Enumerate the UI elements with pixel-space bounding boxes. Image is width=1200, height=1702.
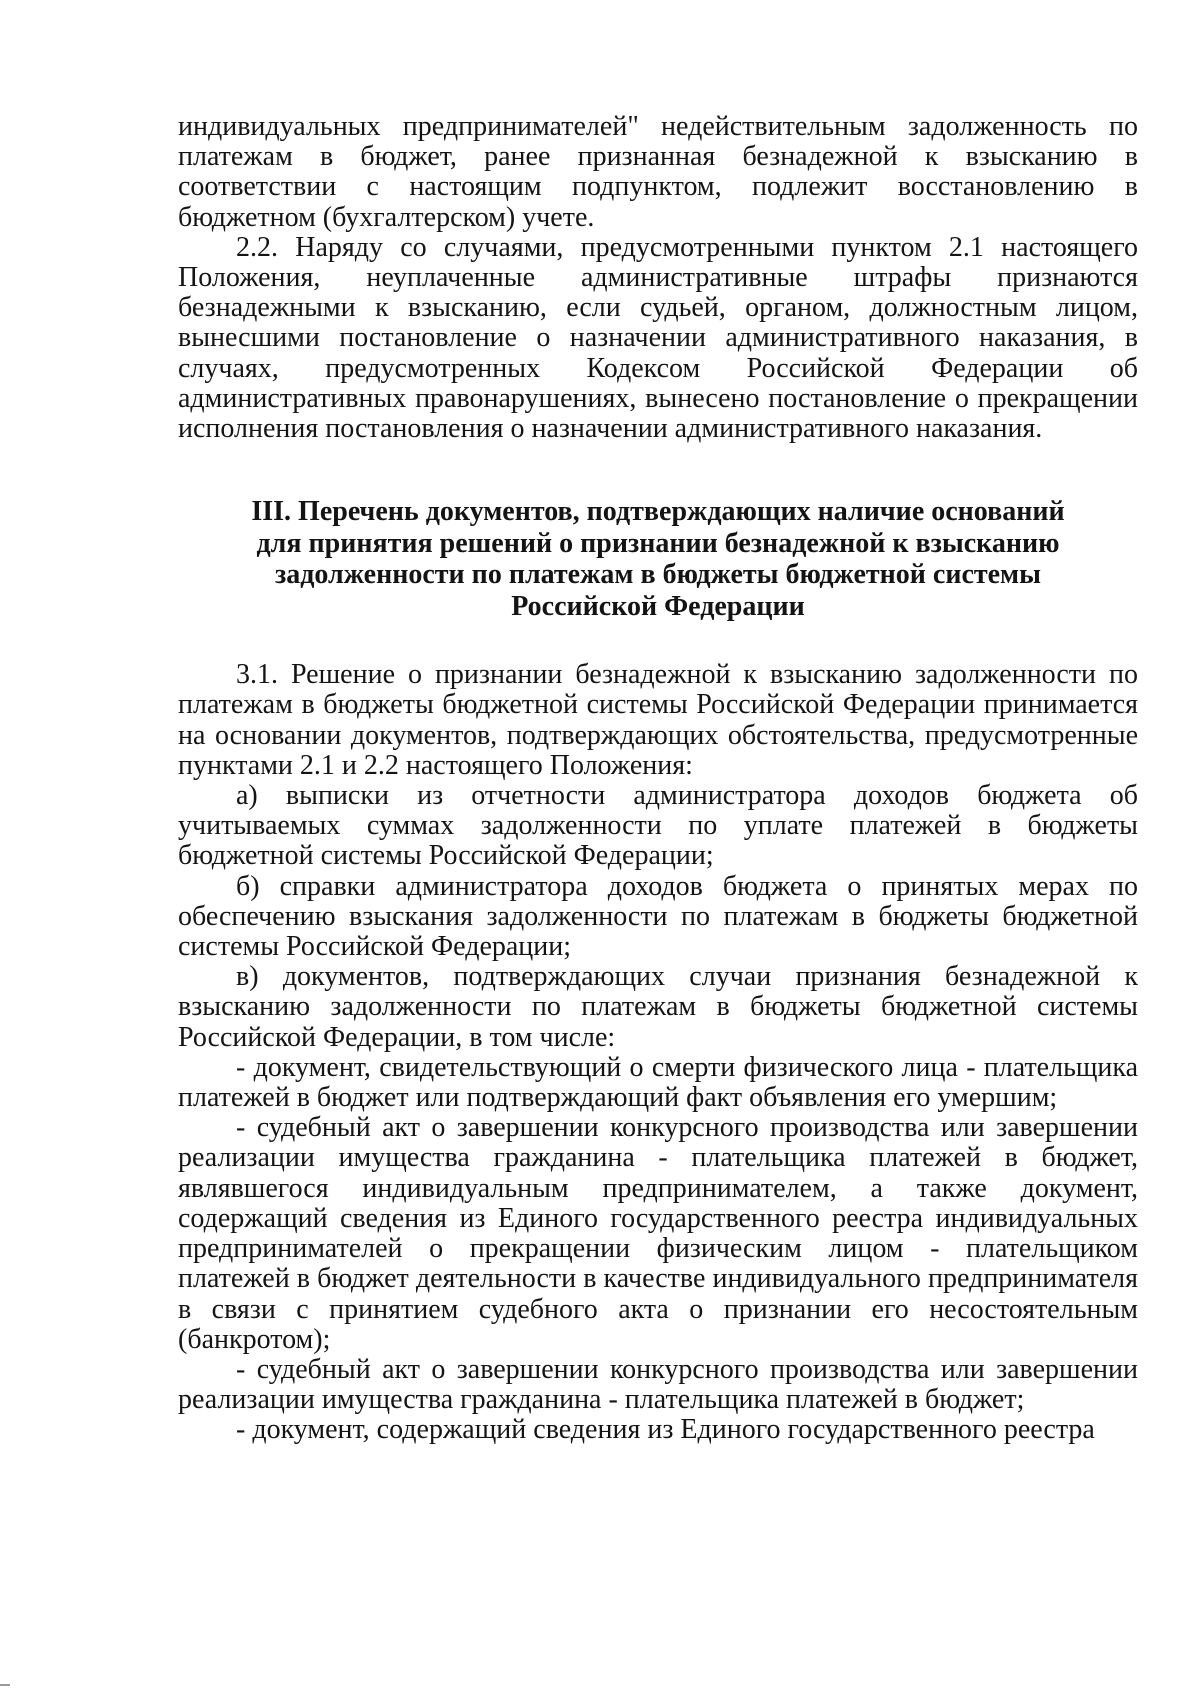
list-item-v: в) документов, подтверждающих случаи признания безнадежной к взысканию задолженности по платежам в бюджеты бюджетной системы Российской Федерации, в том числе: <box>178 961 1138 1053</box>
scan-edge-mark <box>0 1684 10 1686</box>
spacer <box>178 444 1138 496</box>
document-page <box>178 112 1138 1446</box>
section-heading: III. Перечень документов, подтверждающих наличие оснований для принятия решений о признании безнадежной к взысканию задолженности по платежам в бюджеты бюджетной системы Российской Федерации <box>251 496 1065 622</box>
spacer <box>178 622 1138 660</box>
list-item-dash-death: - документ, свидетельствующий о смерти физического лица - плательщика платежей в бюджет или подтверждающий факт объявления его умершим; <box>178 1051 1138 1114</box>
list-item-dash-registry: - документ, содержащий сведения из Единого государственного реестра <box>236 1414 1095 1446</box>
paragraph-2-2: 2.2. Наряду со случаями, предусмотренными пунктом 2.1 настоящего Положения, неуплаченные административные штрафы признаются безнадежными к взысканию, если судьей, органом, должностным лицом, вынесшими постановление о назначении административного наказания, в случаях, предусмотренных Кодексом Российской Федерации об административных правонарушениях, вынесено постановление о прекращении исполнения постановления о назначении административного наказания. <box>178 231 1138 445</box>
paragraph-continuation: индивидуальных предпринимателей" недействительным задолженность по платежам в бюджет, ранее признанная безнадежной к взысканию в соответствии с настоящим подпунктом, подлежит восстановлению в бюджетном (бухгалтерском) учете. <box>178 111 1138 233</box>
paragraph-3-1: 3.1. Решение о признании безнадежной к взысканию задолженности по платежам в бюджеты бюджетной системы Российской Федерации принимается на основании документов, подтверждающих обстоятельства, предусмотренные пунктами 2.1 и 2.2 настоящего Положения: <box>178 659 1138 781</box>
list-item-a: а) выписки из отчетности администратора доходов бюджета об учитываемых суммах задолженности по уплате платежей в бюджеты бюджетной системы Российской Федерации; <box>178 780 1138 872</box>
list-item-dash-court: - судебный акт о завершении конкурсного производства или завершении реализации имущества гражданина - плательщика платежей в бюджет; <box>178 1353 1138 1416</box>
list-item-b: б) справки администратора доходов бюджета о принятых мерах по обеспечению взыскания задолженности по платежам в бюджеты бюджетной системы Российской Федерации; <box>178 870 1138 963</box>
list-item-dash-court-ip: - судебный акт о завершении конкурсного производства или завершении реализации имущества гражданина - плательщика платежей в бюджет, являвшегося индивидуальным предпринимателем, а также документ, содержащий сведения из Единого государственного реестра индивидуальных предпринимателей о прекращении физическим лицом - плательщиком платежей в бюджет деятельности в качестве индивидуального предпринимателя в связи с принятием судебного акта о признании его несостоятельным (банкротом); <box>178 1112 1138 1355</box>
